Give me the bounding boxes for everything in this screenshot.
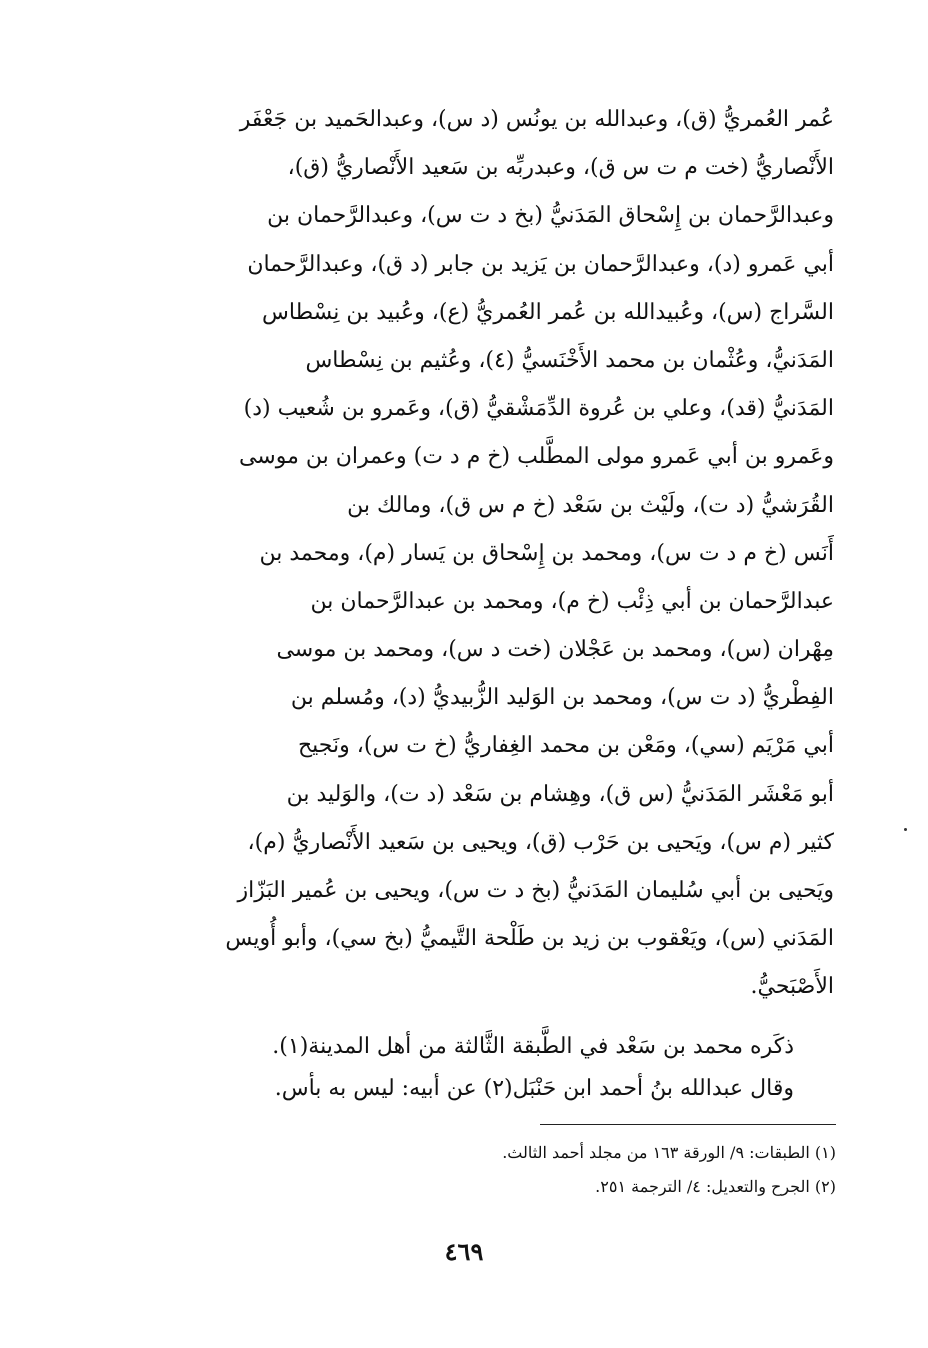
text-line: وعبدالرَّحمان بن إِسْحاق المَدَنيُّ (بخ د ت س)، وعبدالرَّحمان بن (267, 203, 834, 229)
text-line: أبي مَرْيَم (سي)، ومَعْن بن محمد الغِفاريُّ (خ ت س)، ونَجيح (297, 733, 834, 759)
text-line: القُرَشيُّ (د ت)، ولَيْث بن سَعْد (خ م س ق)، ومالك بن (347, 492, 834, 518)
closing-line: وقال عبدالله بنُ أحمد ابن حَنْبَل(٢) عن أبيه: ليس به بأس. (274, 1076, 794, 1101)
text-line: ويَحيى بن أبي سُليمان المَدَنيُّ (بخ د ت س)، ويحيى بن عُمير البَزّاز (237, 878, 834, 903)
text-line: وعَمرو بن أبي عَمرو مولى المطَّلب (خ م د ت) وعمران بن موسى (238, 444, 834, 470)
closing-paragraph (128, 1026, 794, 1110)
text-line: المَدَنيُّ (قد)، وعلي بن عُروة الدِّمَشْقيُّ (ق)، وعَمرو بن شُعيب (د) (243, 396, 834, 422)
text-line: الأَصْبَحيُّ. (750, 974, 834, 1000)
text-line: السَّراج (س)، وعُبيدالله بن عُمر العُمريُّ (ع)، وعُبيد بن نِسْطاس (262, 299, 834, 325)
footnote-1: (١) الطبقات: ٩/ الورقة ١٦٣ من مجلد أحمد الثالث. (502, 1143, 836, 1162)
text-line: كثير (م س)، ويَحيى بن حَرْب (ق)، ويحيى بن سَعيد الأَنْصاريُّ (م)، (247, 829, 834, 855)
closing-line: ذكَره محمد بن سَعْد في الطَّبقة الثَّالثة من أهل المدينة(١). (272, 1034, 794, 1059)
text-line: عُمر العُمريُّ (ق)، وعبدالله بن يونُس (د س)، وعبدالحَميد بن جَعْفَر (239, 107, 834, 132)
text-line: المَدَنيُّ، وعُثْمان بن محمد الأَخْنَسيُّ (٤)، وعُثيم بن نِسْطاس (305, 347, 834, 373)
text-line: الأَنْصاريُّ (خت م ت س ق)، وعبدربِّه بن سَعيد الأَنْصاريُّ (ق)، (287, 155, 834, 181)
text-line: عبدالرَّحمان بن أبي ذِئْب (خ م)، ومحمد بن عبدالرَّحمان بن (310, 588, 834, 614)
text-line: مِهْران (س)، ومحمد بن عَجْلان (خت د س)، ومحمد بن موسى (276, 637, 834, 663)
main-text-block (128, 96, 834, 1012)
text-line: أبي عَمرو (د)، وعبدالرَّحمان بن يَزيد بن جابر (د ق)، وعبدالرَّحمان (247, 251, 834, 277)
footnote-2: (٢) الجرح والتعديل: ٤/ الترجمة ٢٥١. (595, 1177, 836, 1196)
margin-dot (904, 828, 907, 831)
text-line: المَدَني (س)، ويَعْقوب بن زيد بن طَلْحة التَّيميُّ (بخ سي)، وأبو أُويس (225, 926, 834, 952)
text-line: أبو مَعْشَر المَدَنيُّ (س ق)، وهِشام بن سَعْد (د ت)، والوَليد بن (286, 781, 834, 807)
text-line: الفِطْريُّ (د ت س)، ومحمد بن الوَليد الزُّبيديُّ (د)، ومُسلم بن (290, 685, 834, 711)
footnote-separator (540, 1124, 836, 1125)
footnotes (300, 1136, 836, 1204)
page-number: ٤٦٩ (444, 1237, 484, 1266)
text-line: أَنَس (خ م د ت س)، ومحمد بن إِسْحاق بن يَسار (م)، ومحمد بن (259, 540, 834, 566)
